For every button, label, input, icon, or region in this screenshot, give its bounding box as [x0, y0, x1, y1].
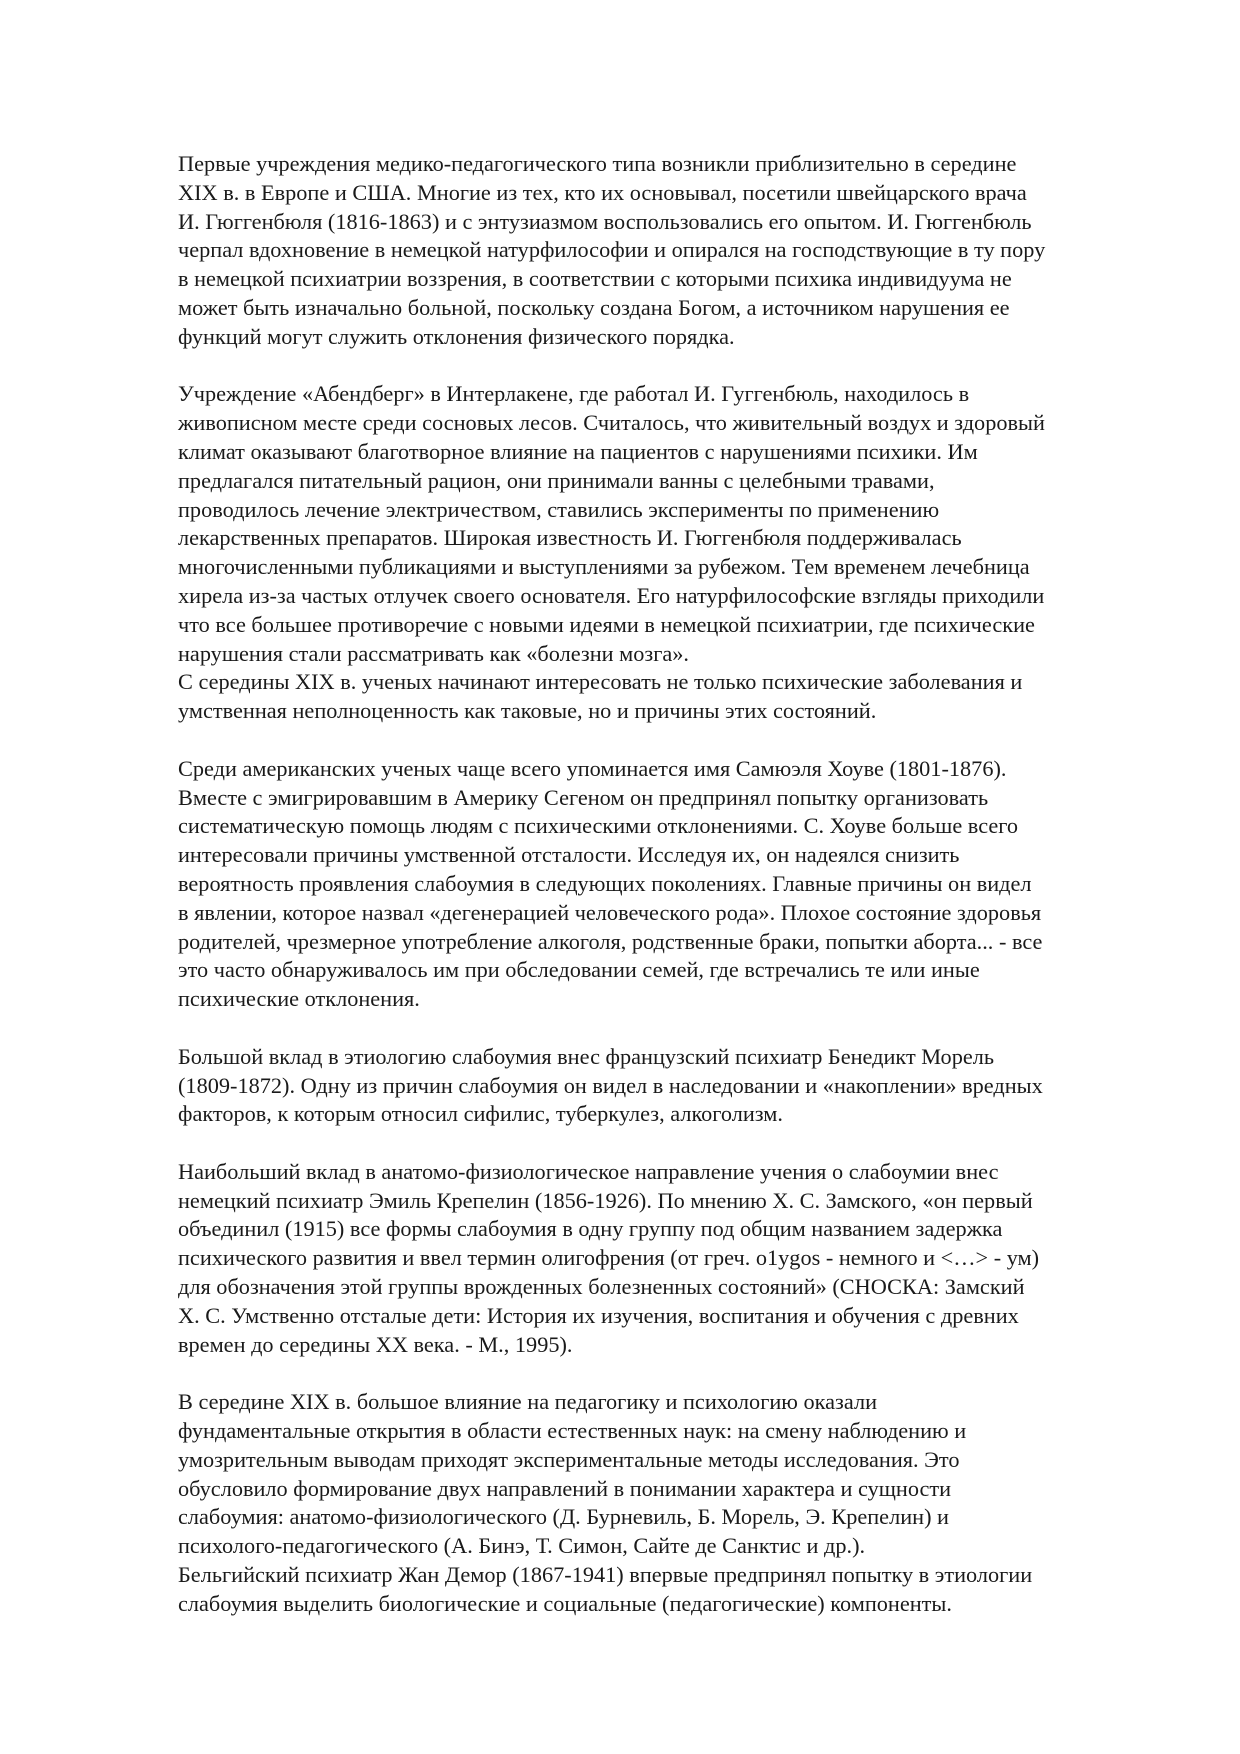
- paragraph-gap: [178, 352, 1162, 381]
- paragraph-gap: [178, 1359, 1162, 1388]
- paragraph-howe: Среди американских ученых чаще всего упоминается имя Самюэля Хоуве (1801-1876). Вместе с эмигрировавшим в Америку Сегеном он предпринял попытку организовать систематическую помощь людям с психическими отклонениями. С. Хоуве больше всего интересовали причины умственной отсталости. Исследуя их, он надеялся снизить вероятность проявления слабоумия в следующих поколениях. Главные причины он видел в явлении, которое назвал «дегенерацией человеческого рода». Плохое состояние здоровья родителей, чрезмерное употребление алкоголя, родственные браки, попытки аборта... - все это часто обнаруживалось им при обследовании семей, где встречались те или иные психические отклонения.: [178, 755, 1043, 1012]
- paragraph-morel: Большой вклад в этиологию слабоумия внес французский психиатр Бенедикт Морель (1809-1872). Одну из причин слабоумия он видел в наследовании и «накоплении» вредных факторов, к которым относил сифилис, туберкулез, алкоголизм.: [178, 1043, 1043, 1127]
- paragraph-gap: [178, 726, 1162, 755]
- paragraph-gap: [178, 1014, 1162, 1043]
- paragraph-kraepelin: Наибольший вклад в анатомо-физиологическое направление учения о слабоумии внес немецкий психиатр Эмиль Крепелин (1856-1926). По мнению X. С. Замского, «он первый объединил (1915) все формы слабоумия в одну группу под общим названием задержка психического развития и ввел термин олигофрения (от греч. o1ygos - немного и <…> - ум) для обозначения этой группы врожденных болезненных состояний» (СНОСКА: Замский X. С. Умственно отсталые дети: История их изучения, воспитания и обучения с древних времен до середины XX века. - М., 1995).: [178, 1158, 1040, 1357]
- document-page: [178, 150, 1162, 1619]
- paragraph-first-institutions: Первые учреждения медико-педагогического типа возникли приблизительно в середине XIX в. в Европе и США. Многие из тех, кто их основывал, посетили швейцарского врача И. Гюггенбюля (1816-1863) и с энтузиазмом воспользовались его опытом. И. Гюггенбюль черпал вдохновение в немецкой натурфилософии и опирался на господствующие в ту пору в немецкой психиатрии воззрения, в соответствии с которыми психика индивидуума не может быть изначально больной, поскольку создана Богом, а источником нарушения ее функций могут служить отклонения физического порядка.: [178, 151, 1046, 349]
- paragraph-natural-sciences: В середине XIX в. большое влияние на педагогику и психологию оказали фундаментальные открытия в области естественных наук: на смену наблюдению и умозрительным выводам приходят экспериментальные методы исследования. Это обусловило формирование двух направлений в понимании характера и сущности слабоумия: анатомо-физиологического (Д. Бурневиль, Б. Морель, Э. Крепелин) и психолого-педагогического (А. Бинэ, Т. Симон, Сайте де Санктис и др.). Бельгийский психиатр Жан Демор (1867-1941) впервые предпринял попытку в этиологии слабоумия выделить биологические и социальные (педагогические) компоненты.: [178, 1389, 1033, 1616]
- paragraph-gap: [178, 1129, 1162, 1158]
- paragraph-abendberg: Учреждение «Абендберг» в Интерлакене, где работал И. Гуггенбюль, находилось в живописном месте среди сосновых лесов. Считалось, что живительный воздух и здоровый климат оказывают благотворное влияние на пациентов с нарушениями психики. Им предлагался питательный рацион, они принимали ванны с целебными травами, проводилось лечение электричеством, ставились эксперименты по применению лекарственных препаратов. Широкая известность И. Гюггенбюля поддерживалась многочисленными публикациями и выступлениями за рубежом. Тем временем лечебница хирела из-за частых отлучек своего основателя. Его натурфилософские взгляды приходили что все большее противоречие с новыми идеями в немецкой психиатрии, где психические нарушения стали рассматривать как «болезни мозга». С середины XIX в. ученых начинают интересовать не только психические заболевания и умственная неполноценность как таковые, но и причины этих состояний.: [178, 381, 1045, 724]
